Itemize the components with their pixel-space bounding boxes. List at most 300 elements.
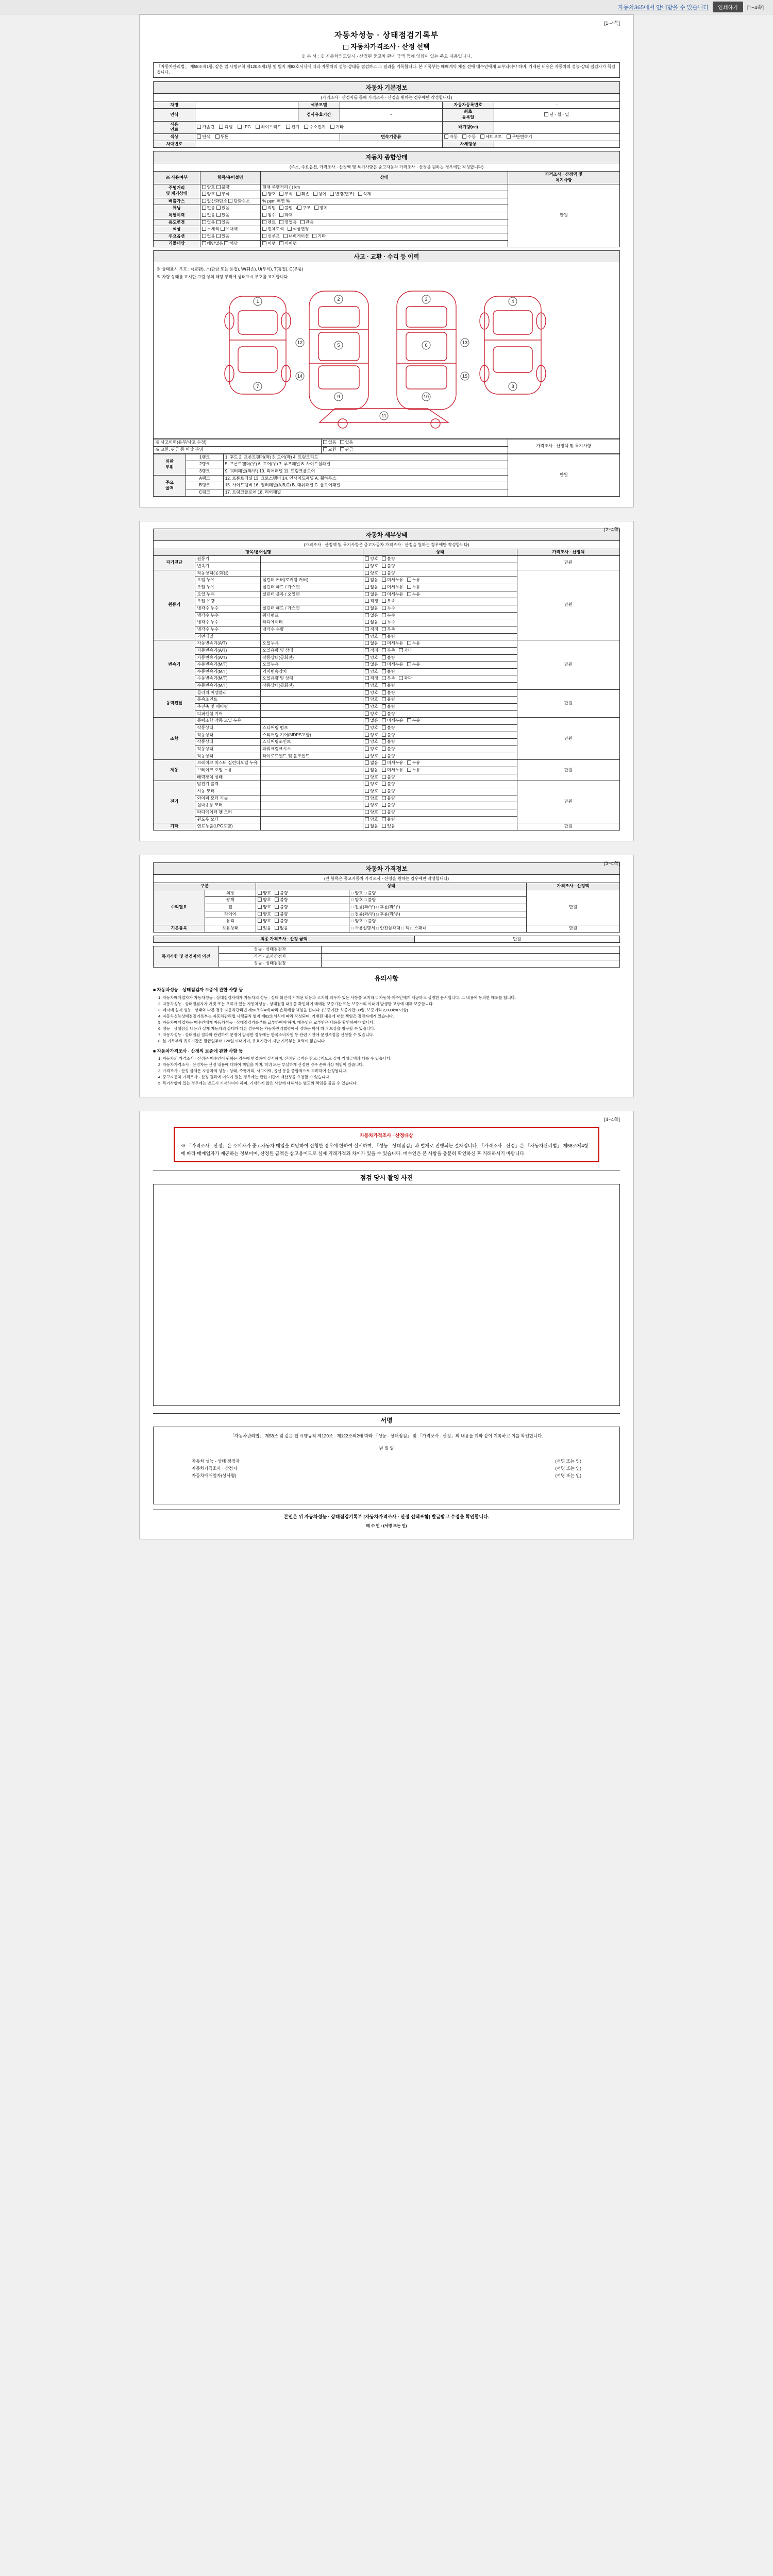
auto365-link[interactable]: 자동차365에서 안내받을 수 있습니다 <box>617 4 709 11</box>
detail-options[interactable]: 양호 불량 <box>363 816 517 823</box>
detail-options[interactable]: 양호 불량 <box>363 633 517 640</box>
price-extra[interactable]: □ 양호 □ 불량 <box>349 890 527 897</box>
detail-price-note[interactable]: 만원 <box>517 760 619 781</box>
price-options[interactable]: 양호 불량 <box>256 904 349 911</box>
checkbox-양호[interactable] <box>365 711 369 716</box>
checkbox-미세누유[interactable] <box>382 662 386 666</box>
vin-corrosion[interactable] <box>279 192 283 196</box>
checkbox-누유[interactable] <box>407 592 411 596</box>
detail-price-note[interactable]: 만원 <box>517 823 619 831</box>
usage-sub[interactable]: 없음 있음 <box>200 219 261 226</box>
tuning-none[interactable] <box>202 206 206 210</box>
tuning-legal[interactable] <box>262 206 266 210</box>
checkbox-양호[interactable] <box>258 912 262 916</box>
detail-item: 냉각수 누수 <box>195 605 261 612</box>
detail-subitem: 스티어링 기어(MDPS포함) <box>261 732 363 739</box>
detail-options[interactable]: 양호 불량 <box>363 753 517 760</box>
checkbox-부족[interactable] <box>382 676 386 680</box>
price-extra[interactable]: □ 양호 □ 불량 <box>349 918 527 925</box>
detail-options[interactable]: 양호 불량 <box>363 697 517 704</box>
car-diagram-svg[interactable] <box>180 281 593 433</box>
rep-exchange[interactable] <box>323 447 327 451</box>
detail-options[interactable]: 없음 누수 <box>363 619 517 626</box>
vin-bad-checkbox[interactable] <box>216 192 221 196</box>
checkbox-적정[interactable] <box>365 599 369 603</box>
checkbox-없음[interactable] <box>365 613 369 617</box>
signer-mark[interactable]: (서명 또는 인) <box>555 1473 581 1479</box>
checkbox-양호[interactable] <box>365 747 369 751</box>
checkbox-양호[interactable] <box>365 655 369 659</box>
header-price-division: 구분 <box>154 883 256 890</box>
checkbox-양호[interactable] <box>365 704 369 708</box>
usage-state[interactable]: 렌트 영업용 관용 <box>261 219 508 226</box>
signer-mark[interactable]: (서명 또는 인) <box>555 1458 581 1464</box>
color-sub[interactable]: 무채색 유채색 <box>200 226 261 233</box>
acc-yes[interactable] <box>340 440 344 444</box>
checkbox-누유[interactable] <box>407 662 411 666</box>
value-transmission[interactable]: 자동 수동 세미오토 무단변속기 <box>443 133 620 141</box>
fuel-hydrogen-checkbox[interactable] <box>304 125 308 129</box>
recall-notdone[interactable] <box>279 241 283 245</box>
simple-repair-row[interactable]: ※ 교환, 판금 등 이상 부위 <box>154 447 322 454</box>
checkbox-불량[interactable] <box>382 669 386 673</box>
emission-sub[interactable]: 일산화탄소 탄화수소 <box>200 198 261 205</box>
checkbox-없음[interactable] <box>365 585 369 589</box>
mileage-bad-checkbox[interactable] <box>216 185 221 189</box>
checkbox-불량[interactable] <box>382 655 386 659</box>
recall-done[interactable] <box>262 241 266 245</box>
value-fuel[interactable]: 가솔린 디젤 LPG 하이브리드 전기 수소전지 기타 <box>195 121 443 133</box>
mileage-state-1[interactable]: 현재 주행거리 ( ) km <box>261 184 508 191</box>
tuning-device[interactable] <box>314 206 318 210</box>
options-yes[interactable] <box>216 234 221 238</box>
usage-rent[interactable] <box>262 220 266 224</box>
mileage-sub-1[interactable]: 양호 불량 <box>200 184 261 191</box>
emission-co[interactable] <box>202 199 206 203</box>
special-state[interactable]: 침수 화재 <box>261 212 508 219</box>
detail-options[interactable]: 없음 미세누유 누유 <box>363 760 517 767</box>
special-yes[interactable] <box>216 213 221 217</box>
label-recall: 리콜대상 <box>154 240 200 247</box>
color-two-tone-checkbox[interactable] <box>215 134 220 139</box>
checkbox-불량[interactable] <box>382 725 386 730</box>
checkbox-누수[interactable] <box>382 606 386 610</box>
checkbox-적정[interactable] <box>365 648 369 652</box>
fuel-etc-checkbox[interactable] <box>330 125 334 129</box>
value-submodel[interactable] <box>340 101 442 109</box>
value-inspect-valid[interactable]: ~ <box>340 109 442 121</box>
price-options[interactable]: 양호 불량 <box>256 897 349 904</box>
usage-business[interactable] <box>279 220 283 224</box>
checkbox-미세누유[interactable] <box>382 641 386 645</box>
vin-good-checkbox[interactable] <box>202 192 206 196</box>
detail-options[interactable]: 양호 불량 <box>363 774 517 781</box>
color-single-checkbox[interactable] <box>197 134 201 139</box>
checkbox-불량[interactable] <box>382 789 386 793</box>
opt-sunroof[interactable] <box>262 234 266 238</box>
value-vin[interactable] <box>195 141 443 148</box>
detail-options[interactable]: 양호 불량 <box>363 563 517 570</box>
checkbox-없음[interactable] <box>365 760 369 765</box>
signature-text: 「자동차관리법」 제58조 및 같은 법 시행규칙 제120조 · 제122조의2에 따라 「성능 · 상태점검」 및 「가격조사 · 산정」의 내용을 위와 같이 기록하고 이를 확인합니다. <box>230 1433 543 1439</box>
checkbox-누유[interactable] <box>407 718 411 722</box>
checkbox-누유[interactable] <box>407 585 411 589</box>
notes-row-value-0[interactable] <box>321 946 619 954</box>
signature-date[interactable]: 년 월 일 <box>379 1446 394 1451</box>
fuel-gasoline-checkbox[interactable] <box>197 125 201 129</box>
checkbox-누유[interactable] <box>407 578 411 582</box>
tuning-illegal[interactable] <box>279 206 283 210</box>
checkbox-양호[interactable] <box>365 556 369 561</box>
detail-options[interactable]: 없음 미세누유 누유 <box>363 662 517 669</box>
checkbox-불량[interactable] <box>382 634 386 638</box>
value-body[interactable] <box>494 141 619 148</box>
checkbox-양호[interactable] <box>365 564 369 568</box>
checkbox-양호[interactable] <box>365 775 369 779</box>
checkbox-없음[interactable] <box>365 641 369 645</box>
trans-manual-checkbox[interactable] <box>462 134 466 139</box>
color-changed[interactable] <box>288 227 292 231</box>
checkbox-불량[interactable] <box>382 564 386 568</box>
options-sub[interactable]: 없음 있음 <box>200 233 261 241</box>
special-flood[interactable] <box>262 213 266 217</box>
value-first-reg[interactable]: 년 · 월 · 일 <box>494 109 619 121</box>
checkbox-양호[interactable] <box>365 697 369 701</box>
checkbox-없음[interactable] <box>365 592 369 596</box>
fuel-electric-checkbox[interactable] <box>286 125 290 129</box>
checkbox-불량[interactable] <box>382 690 386 694</box>
subtitle-checkbox[interactable] <box>343 45 348 50</box>
checkbox-불량[interactable] <box>382 571 386 575</box>
svg-text:8: 8 <box>511 384 514 389</box>
notes-row-value-2[interactable] <box>321 960 619 968</box>
color-state[interactable]: 전체도색 색상변경 <box>261 226 508 233</box>
checkbox-있음[interactable] <box>382 824 386 828</box>
photo-area[interactable] <box>153 1184 620 1406</box>
table-row <box>154 570 620 577</box>
price-amount-cell[interactable]: 만원 <box>526 890 619 925</box>
checkbox-불량[interactable] <box>382 733 386 737</box>
detail-options[interactable]: 없음 미세누유 누유 <box>363 577 517 584</box>
checkbox-부족[interactable] <box>382 648 386 652</box>
checkbox-불량[interactable] <box>382 803 386 807</box>
checkbox-없음[interactable] <box>365 578 369 582</box>
vin-damage[interactable] <box>296 192 300 196</box>
price-extra[interactable]: □ 사용설명서 □ 안전삼각대 □ 잭 □ 스패너 <box>349 925 527 932</box>
checkbox-미세누유[interactable] <box>382 718 386 722</box>
trans-cvt-checkbox[interactable] <box>507 134 511 139</box>
price-options[interactable]: 양호 불량 <box>256 890 349 897</box>
checkbox-양호[interactable] <box>365 634 369 638</box>
price-options[interactable]: 양호 불량 <box>256 911 349 918</box>
detail-price-note[interactable]: 만원 <box>517 689 619 718</box>
fuel-diesel-checkbox[interactable] <box>219 125 223 129</box>
detail-options[interactable]: 양호 불량 <box>363 739 517 746</box>
checkbox-불량[interactable] <box>275 905 279 909</box>
detail-item: 연료누출(LPG포함) <box>195 823 261 831</box>
section-price-title: 자동차 가격정보 <box>153 862 620 874</box>
checkbox-양호[interactable] <box>365 803 369 807</box>
signer-row <box>161 1472 612 1479</box>
checkbox-부족[interactable] <box>382 627 386 631</box>
detail-options[interactable]: 양호 불량 <box>363 802 517 809</box>
print-button[interactable]: 인쇄하기 <box>713 2 743 12</box>
detail-options[interactable]: 없음 누수 <box>363 612 517 619</box>
special-none[interactable] <box>202 213 206 217</box>
options-state[interactable]: 선루프 내비게이션 기타 <box>261 233 508 241</box>
detail-options[interactable]: 적정 부족 과다 <box>363 647 517 654</box>
checkbox-양호[interactable] <box>365 817 369 821</box>
checkbox-불량[interactable] <box>275 919 279 923</box>
checkbox-미세누유[interactable] <box>382 585 386 589</box>
parts-rank-table <box>153 454 620 497</box>
checkbox-없음[interactable] <box>365 718 369 722</box>
trans-auto-checkbox[interactable] <box>444 134 448 139</box>
simple-repair-opts[interactable]: 교환 판금 <box>321 447 508 454</box>
checkbox-불량[interactable] <box>382 683 386 687</box>
special-fire[interactable] <box>279 213 283 217</box>
checkbox-불량[interactable] <box>382 782 386 786</box>
accident-summary-table <box>153 439 620 453</box>
price-amount-cell[interactable]: 만원 <box>526 925 619 932</box>
detail-options[interactable]: 양호 불량 <box>363 654 517 662</box>
detail-options[interactable]: 적정 부족 과다 <box>363 675 517 683</box>
label-first-reg: 최초 등록일 <box>443 109 494 121</box>
svg-text:9: 9 <box>337 394 340 400</box>
vin-ok[interactable] <box>262 192 266 196</box>
detail-options[interactable]: 없음 미세누유 누유 <box>363 767 517 774</box>
checkbox-누유[interactable] <box>407 641 411 645</box>
checkbox-적정[interactable] <box>365 627 369 631</box>
checkbox-불량[interactable] <box>382 796 386 800</box>
fuel-hybrid-checkbox[interactable] <box>256 125 260 129</box>
accident-price-note[interactable]: 가격조사 · 산정액 및 특기사항 <box>508 439 619 453</box>
vin-diff[interactable] <box>313 192 317 196</box>
detail-options[interactable]: 양호 불량 <box>363 556 517 563</box>
checkbox-불량[interactable] <box>382 754 386 758</box>
tuning-sub[interactable]: 없음 있음 <box>200 205 261 212</box>
checkbox-없음[interactable] <box>365 662 369 666</box>
price-info-table <box>153 883 620 933</box>
detail-options[interactable]: 양호 불량 <box>363 570 517 577</box>
notes-row-value-1[interactable] <box>321 953 619 960</box>
diagram-note-1: ※ 상태표시 부호 : ×(교환), ∧(판금 또는 용접), W(훼손), U(부식), T(흠집), C(부품) <box>157 267 304 272</box>
detail-options[interactable]: 양호 불량 <box>363 809 517 816</box>
label-fuel: 사용 연료 <box>154 121 195 133</box>
detail-price-note[interactable]: 만원 <box>517 781 619 823</box>
checkbox-적정[interactable] <box>365 676 369 680</box>
checkbox-없음[interactable] <box>365 620 369 624</box>
checkbox-과다[interactable] <box>399 676 403 680</box>
rep-sheet[interactable] <box>340 447 344 451</box>
checkbox-불량[interactable] <box>382 775 386 779</box>
detail-options[interactable]: 양호 불량 <box>363 704 517 711</box>
checkbox-불량[interactable] <box>275 912 279 916</box>
usage-gov[interactable] <box>300 220 305 224</box>
detail-options[interactable]: 없음 미세누유 누유 <box>363 584 517 591</box>
checkbox-누유[interactable] <box>407 768 411 772</box>
checkbox-불량[interactable] <box>275 891 279 895</box>
checkbox-양호[interactable] <box>258 897 262 902</box>
detail-options[interactable]: 양호 불량 <box>363 732 517 739</box>
checkbox-과다[interactable] <box>399 648 403 652</box>
checkbox-부족[interactable] <box>382 599 386 603</box>
checkbox-누수[interactable] <box>382 613 386 617</box>
price-note-cell[interactable]: 만원 <box>508 184 619 247</box>
checkbox-있음[interactable] <box>258 926 262 930</box>
checkbox-불량[interactable] <box>382 810 386 814</box>
detail-options[interactable]: 적정 부족 <box>363 626 517 633</box>
final-price-value[interactable]: 만원 <box>414 936 619 943</box>
vin-deleted[interactable] <box>358 192 362 196</box>
trans-semi-checkbox[interactable] <box>480 134 484 139</box>
signer-mark[interactable]: (서명 또는 인) <box>555 1466 581 1471</box>
checkbox-양호[interactable] <box>365 725 369 730</box>
checkbox-불량[interactable] <box>382 697 386 701</box>
price-extra[interactable]: □ 양호 □ 불량 <box>349 897 527 904</box>
checkbox-양호[interactable] <box>365 733 369 737</box>
checkbox-양호[interactable] <box>258 919 262 923</box>
detail-subitem <box>261 570 363 577</box>
price-extra[interactable]: □ 전륜(좌/우) □ 후륜(좌/우) <box>349 904 527 911</box>
opt-etc[interactable] <box>312 234 316 238</box>
opt-navi[interactable] <box>283 234 288 238</box>
checkbox-누수[interactable] <box>382 620 386 624</box>
detail-price-note[interactable]: 만원 <box>517 556 619 570</box>
mileage-sub-2[interactable]: 양호 부식 <box>200 191 261 198</box>
recall-na[interactable] <box>202 241 206 245</box>
tuning-state[interactable]: 적법 불법 / 구조 장치 <box>261 205 508 212</box>
detail-item: 자동변속기(A/T) <box>195 654 261 662</box>
detail-options[interactable]: 적정 부족 <box>363 598 517 605</box>
value-displacement[interactable] <box>494 121 619 133</box>
checkbox-불량[interactable] <box>382 556 386 561</box>
checkbox-불량[interactable] <box>382 739 386 743</box>
detail-options[interactable]: 양호 불량 <box>363 668 517 675</box>
detail-options[interactable]: 양호 불량 <box>363 781 517 788</box>
checkbox-양호[interactable] <box>365 690 369 694</box>
fuel-lpg-checkbox[interactable] <box>238 125 242 129</box>
detail-price-note[interactable]: 만원 <box>517 570 619 640</box>
detail-options[interactable]: 양호 불량 <box>363 746 517 753</box>
checkbox-불량[interactable] <box>382 747 386 751</box>
label-usage-change: 용도변경 <box>154 219 200 226</box>
price-options[interactable]: 있음 없음 <box>256 925 349 932</box>
detail-options[interactable]: 양호 불량 <box>363 795 517 802</box>
detail-item: 추진축 및 베어링 <box>195 704 261 711</box>
price-options[interactable]: 양호 불량 <box>256 918 349 925</box>
car-diagram[interactable] <box>157 281 616 435</box>
emission-hc[interactable] <box>228 199 232 203</box>
checkbox-미세누유[interactable] <box>382 760 386 765</box>
options-none[interactable] <box>202 234 206 238</box>
recall-yes[interactable] <box>224 241 228 245</box>
checkbox-양호[interactable] <box>258 891 262 895</box>
detail-options[interactable]: 없음 있음 <box>363 823 517 831</box>
doc-legal: 「자동차관리법」 제58조제1항, 같은 법 시행규칙 제120조제1항 및 별지 제82호서식에 따라 자동차의 성능·상태를 점검하고 그 결과를 기록합니다. 본 기록부는 매매계약 체결 전에 매수인에게 교부되어야 하며, 기재된 내용은 자동차의 성능·상태 점검자가 책임집니다. <box>153 62 620 78</box>
vin-altered[interactable] <box>330 192 334 196</box>
mileage-actual-checkbox[interactable] <box>202 185 206 189</box>
checkbox-불량[interactable] <box>275 897 279 902</box>
checkbox-없음[interactable] <box>365 606 369 610</box>
mileage-state-2[interactable]: 양호 부식 훼손 상이 변경(변조) 삭제 <box>261 191 508 198</box>
detail-price-note[interactable]: 만원 <box>517 640 619 690</box>
special-sub[interactable]: 없음 있음 <box>200 212 261 219</box>
recall-state[interactable]: 이행 미이행 <box>261 240 508 247</box>
value-year[interactable] <box>195 109 298 121</box>
detail-subitem: 오일누유 <box>261 640 363 648</box>
checkbox-양호[interactable] <box>365 754 369 758</box>
accident-history-row[interactable]: ※ 사고이력(유무/사고 수정) <box>154 439 322 447</box>
table-row <box>154 184 620 191</box>
detail-options[interactable]: 양호 불량 <box>363 788 517 795</box>
radio-ymd[interactable] <box>544 112 548 116</box>
color-achromatic[interactable] <box>202 227 206 231</box>
checkbox-양호[interactable] <box>365 739 369 743</box>
checkbox-양호[interactable] <box>365 683 369 687</box>
usage-none[interactable] <box>202 220 206 224</box>
checkbox-불량[interactable] <box>382 711 386 716</box>
recall-sub[interactable]: 해당없음 해당 <box>200 240 261 247</box>
checkbox-양호[interactable] <box>365 782 369 786</box>
checkbox-미세누유[interactable] <box>382 578 386 582</box>
parts-price-note[interactable]: 만원 <box>508 454 619 496</box>
checkbox-없음[interactable] <box>275 926 279 930</box>
color-full-paint[interactable] <box>262 227 266 231</box>
checkbox-불량[interactable] <box>382 817 386 821</box>
color-chromatic[interactable] <box>221 227 225 231</box>
detail-options[interactable]: 양호 불량 <box>363 689 517 697</box>
detail-options[interactable]: 양호 불량 <box>363 710 517 718</box>
detail-options[interactable]: 없음 미세누유 누유 <box>363 591 517 598</box>
section-accident-title: 사고 · 교환 · 수리 등 이력 <box>153 250 620 262</box>
usage-yes[interactable] <box>216 220 221 224</box>
detail-price-note[interactable]: 만원 <box>517 718 619 760</box>
detail-options[interactable]: 없음 미세누유 누유 <box>363 640 517 648</box>
label-mileage: 주행거리 및 계기상태 <box>154 184 200 198</box>
price-extra[interactable]: □ 전륜(좌/우) □ 후륜(좌/우) <box>349 911 527 918</box>
checkbox-미세누유[interactable] <box>382 768 386 772</box>
checkbox-양호[interactable] <box>258 905 262 909</box>
checkbox-없음[interactable] <box>365 768 369 772</box>
emission-state[interactable]: % ppm 매연 % <box>261 198 508 205</box>
detail-options[interactable]: 양호 불량 <box>363 683 517 690</box>
accident-history-opts[interactable]: 없음 있음 <box>321 439 508 447</box>
detail-options[interactable]: 양호 불량 <box>363 725 517 732</box>
detail-item: 실내송풍 모터 <box>195 802 261 809</box>
acc-none[interactable] <box>323 440 327 444</box>
checkbox-양호[interactable] <box>365 669 369 673</box>
tuning-yes[interactable] <box>216 206 221 210</box>
checkbox-미세누유[interactable] <box>382 592 386 596</box>
checkbox-없음[interactable] <box>365 824 369 828</box>
value-color[interactable]: 단색 투톤 <box>195 133 340 141</box>
detail-subitem <box>261 823 363 831</box>
checkbox-불량[interactable] <box>382 704 386 708</box>
tuning-structure[interactable] <box>297 206 301 210</box>
value-plate[interactable]: - <box>494 101 619 109</box>
checkbox-누유[interactable] <box>407 760 411 765</box>
checkbox-양호[interactable] <box>365 796 369 800</box>
detail-options[interactable]: 없음 미세누유 누유 <box>363 718 517 725</box>
checkbox-양호[interactable] <box>365 789 369 793</box>
checkbox-양호[interactable] <box>365 810 369 814</box>
detail-options[interactable]: 없음 누수 <box>363 605 517 612</box>
checkbox-양호[interactable] <box>365 571 369 575</box>
notice-paragraph: 4. 중고자동차 가격조사 · 산정 결과에 이의가 있는 경우에는 관련 기관에 재산정을 요청할 수 있습니다. <box>158 1075 330 1080</box>
value-car-name[interactable] <box>195 101 298 109</box>
buyer-signature-line[interactable]: 매 수 인 : (서명 또는 인) <box>366 1523 407 1529</box>
